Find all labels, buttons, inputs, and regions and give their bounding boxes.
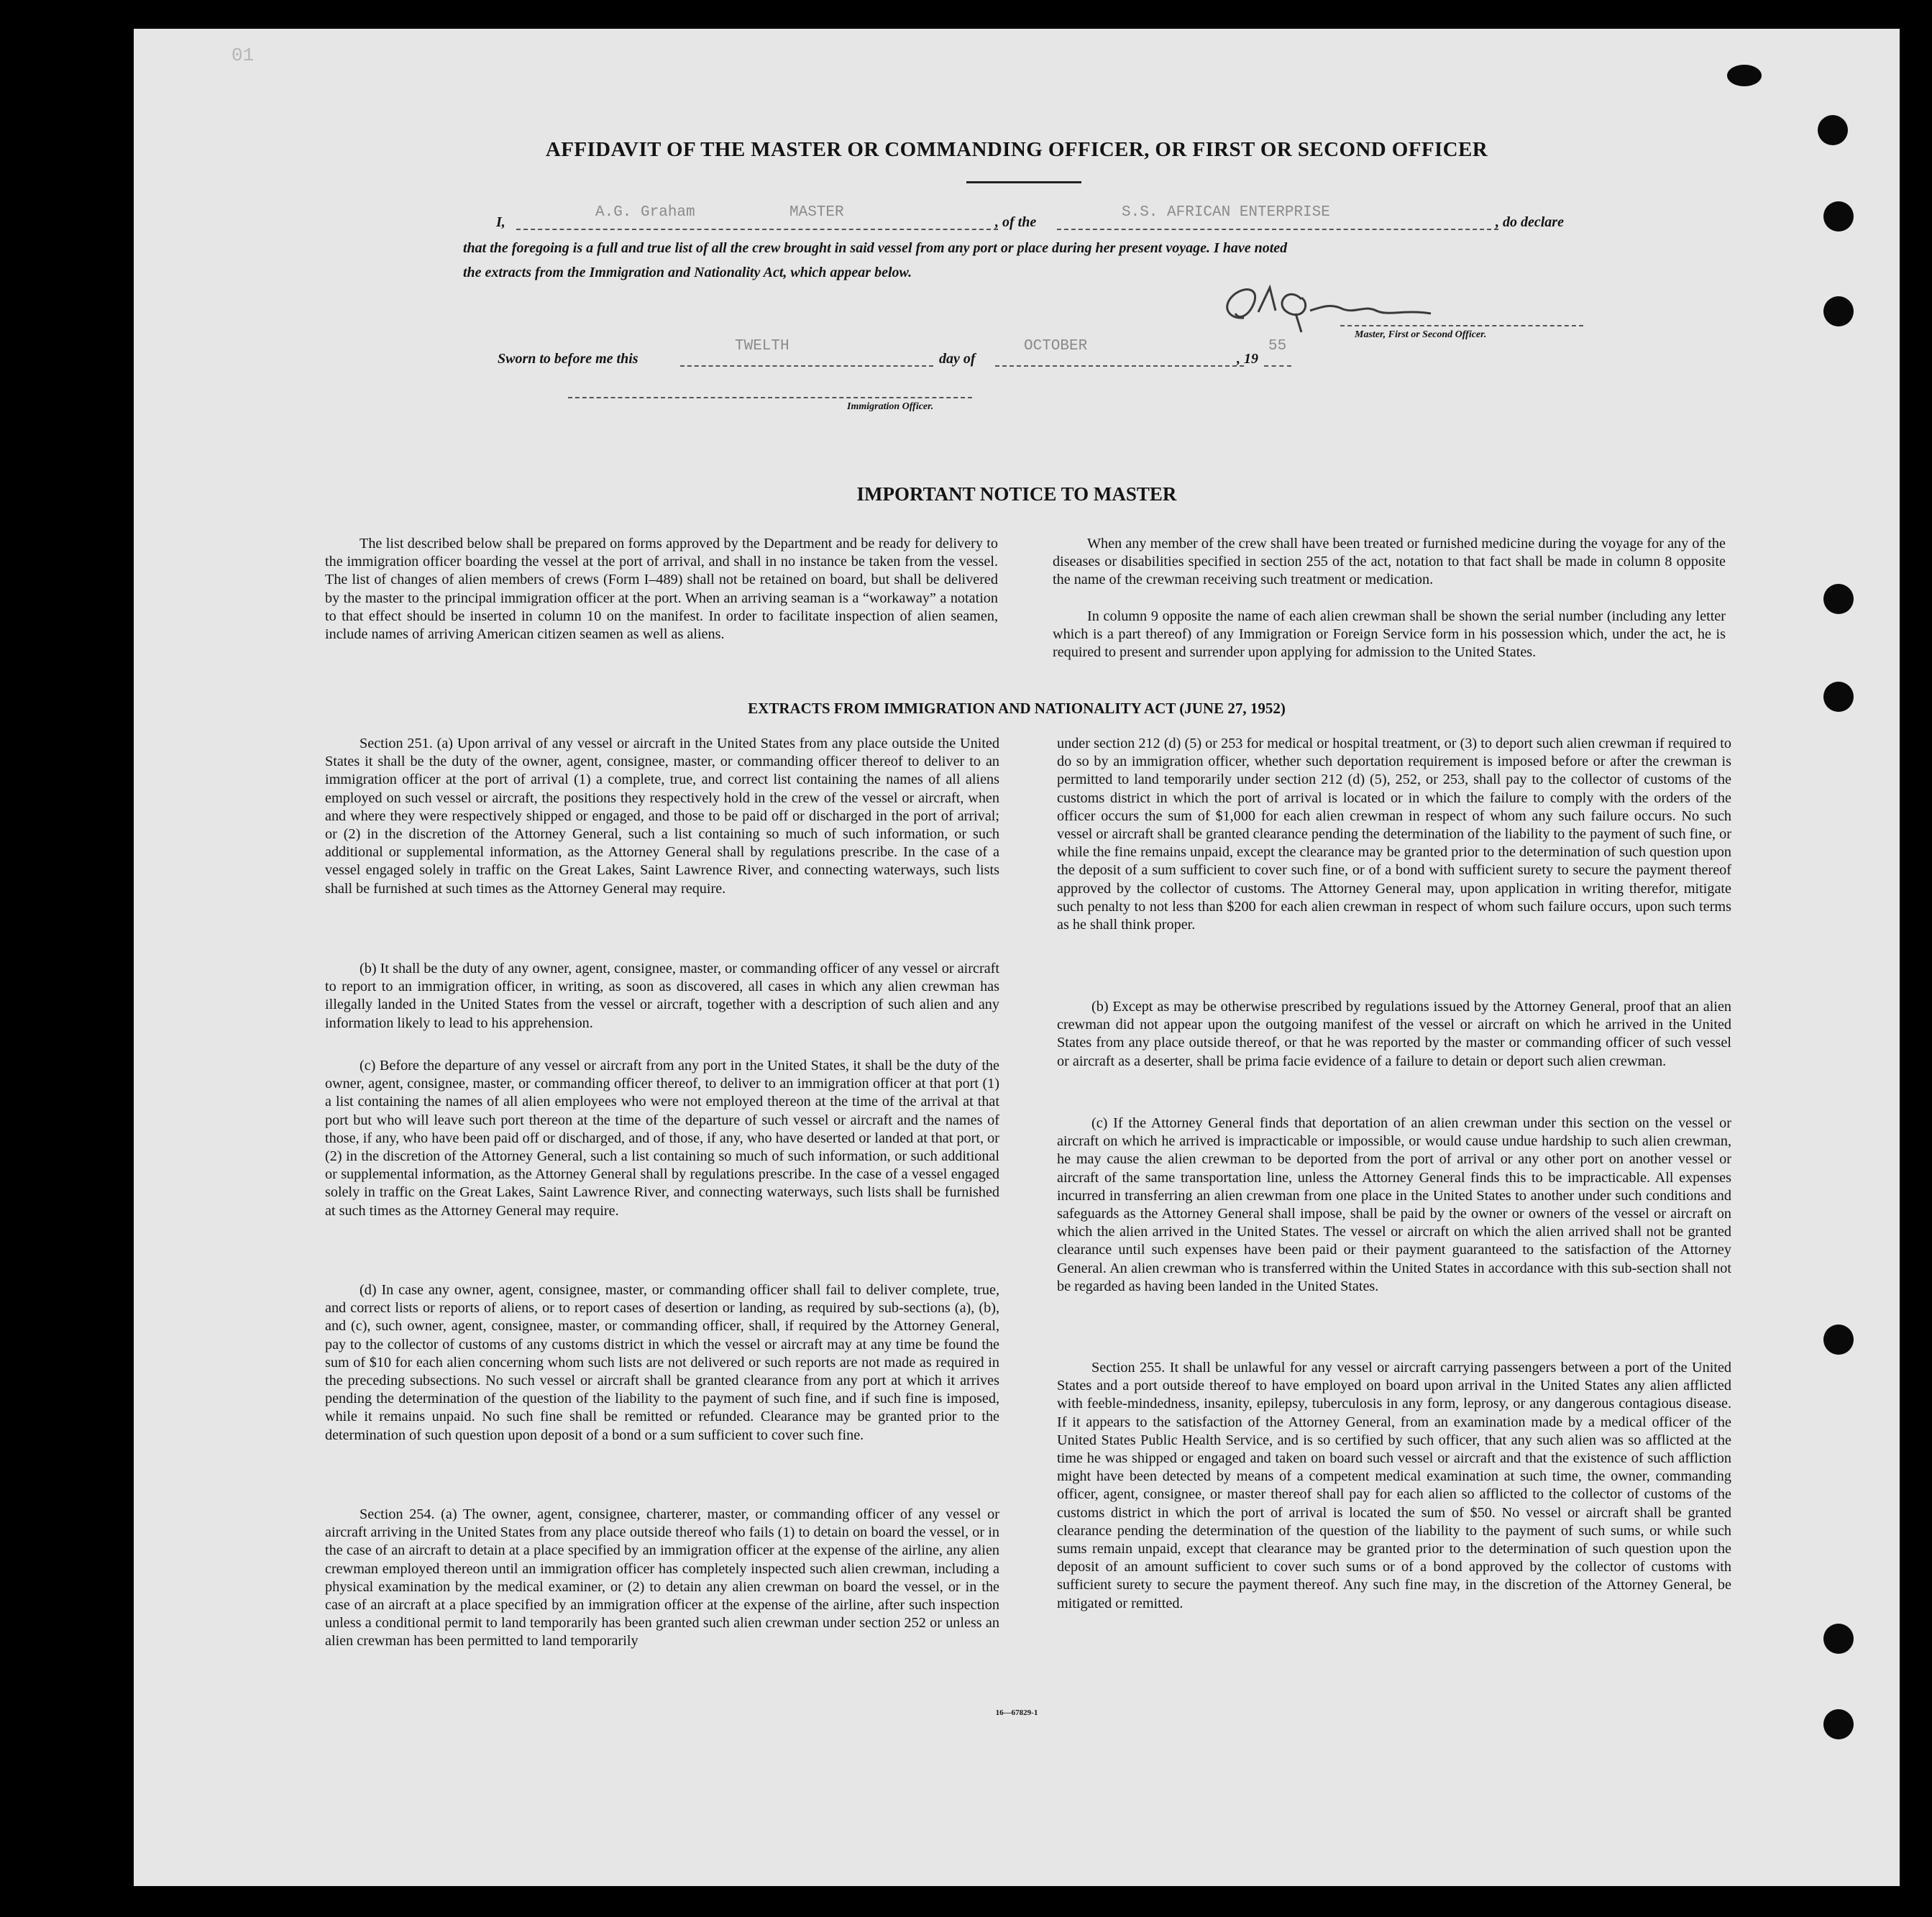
notice-left-paragraph: The list described below shall be prepared on forms approved by the Department and be ready for delivery to the immigration officer boarding the vessel at the port of arrival, and shall in no instance be taken from the vessel. The list of changes of alien members of crews (Form I–489) shall not be retained on board, but shall be delivered by the master to the principal immigration officer at the port. When an arriving seaman is a “workaway” a notation to that effect should be inserted in column 10 on the manifest. In order to facilitate inspection of alien seamen, include names of arriving American citizen seamen as well as aliens. bbox=[325, 536, 998, 643]
do-declare-label: , do declare bbox=[1496, 214, 1564, 230]
extracts-title: EXTRACTS FROM IMMIGRATION AND NATIONALITY ACT (JUNE 27, 1952) bbox=[748, 700, 1286, 717]
title-rule bbox=[966, 181, 1081, 183]
section-251-c: (c) Before the departure of any vessel or aircraft from any port in the United States, it shall be the duty of the owner, agent, consignee, master, or commanding officer thereof, to deliver to an immigration officer at that port (1) a list containing the names of all alien employees who were not employed thereon at the time of the arrival at that port but who will leave such port thereon at the time of the departure of such vessel or aircraft and the names of those, if any, who have been paid off or discharged, and of those, if any, who have deserted or landed at that port, or (2) in the discretion of the Attorney General, such a list containing so much of such information, or such additional or supplemental information, as the Attorney General shall by regulations prescribe. In the case of a vessel engaged solely in traffic on the Great Lakes, Saint Lawrence River, and connecting waterways, such lists shall be furnished at such times as the Attorney General may require. bbox=[325, 1058, 999, 1219]
section-251-d: (d) In case any owner, agent, consignee, master, or commanding officer shall fail to deliver complete, true, and correct lists or reports of aliens, or to report cases of desertion or landing, as required by sub-sections (a), (b), and (c), such owner, agent, consignee, master, or commanding officer, shall, if required by the Attorney General, pay to the collector of customs of any customs district in which the vessel or aircraft may at any time be found the sum of $10 for each alien concerning whom such lists are not delivered or such reports are not made as required in the preceding subsections. No such vessel or aircraft shall be granted clearance from any port at which it arrives pending the determination of the question of the liability to the payment of such fine, and if such fine is imposed, while it remains unpaid. No such fine shall be remitted or refunded. Clearance may be granted prior to the determination of such question upon deposit of a bond or a sum sufficient to cover such fine. bbox=[325, 1282, 999, 1443]
vessel-name: S.S. AFRICAN ENTERPRISE bbox=[1122, 204, 1330, 221]
sworn-label: Sworn to before me this bbox=[498, 351, 638, 367]
section-251-b: (b) It shall be the duty of any owner, agent, consignee, master, or commanding officer of any vessel or aircraft to report to an immigration officer, in writing, as soon as discovered, all cases in which any alien crewman has illegally landed in the United States from the vessel or aircraft, together with a description of such alien and any information likely to lead to his apprehension. bbox=[325, 961, 999, 1031]
binder-hole bbox=[1823, 584, 1854, 614]
binder-hole bbox=[1823, 296, 1854, 326]
section-254-b: (b) Except as may be otherwise prescribed by regulations issued by the Attorney General, proof that an alien crewman did not appear upon the outgoing manifest of the vessel or aircraft on which he arrived in the United States from any place outside thereof, or that he was reported by the master or commanding officer of such vessel or aircraft as a deserter, shall be prima facie evidence of a failure to detain or deport such alien crewman. bbox=[1057, 999, 1731, 1069]
binder-hole bbox=[1727, 65, 1762, 86]
sworn-year: 55 bbox=[1268, 338, 1287, 354]
master-name: A.G. Graham bbox=[595, 204, 695, 221]
corner-mark: 01 bbox=[232, 45, 255, 66]
signer-caption: Master, First or Second Officer. bbox=[1355, 329, 1487, 340]
sworn-month-line bbox=[995, 365, 1244, 367]
master-rank: MASTER bbox=[789, 204, 844, 221]
notice-title: IMPORTANT NOTICE TO MASTER bbox=[856, 483, 1177, 505]
signature-line bbox=[1340, 325, 1583, 326]
sworn-day-line bbox=[680, 365, 933, 367]
form-title: AFFIDAVIT OF THE MASTER OR COMMANDING OFFICER, OR FIRST OR SECOND OFFICER bbox=[545, 138, 1488, 161]
year-line bbox=[1264, 365, 1291, 367]
of-the-label: , of the bbox=[995, 214, 1037, 230]
section-255: Section 255. It shall be unlawful for any vessel or aircraft carrying passengers between a port of the United States and a port outside thereof to have employed on board upon arrival in the United States any alien afflicted with feeble-mindedness, insanity, epilepsy, tuberculosis in any form, leprosy, or any dangerous contagious disease. If it appears to the satisfaction of the Attorney General, from an examination made by a medical officer of the United States Public Health Service, and is so certified by such officer, that any such alien was so afflicted at the time he was shipped or engaged and taken on board such vessel or aircraft and that the existence of such affliction might have been detected by means of a competent medical examination at such time, the owner, commanding officer, agent, consignee, or master thereof shall pay for each alien so afflicted to the collector of customs of the customs district in which the port of arrival is located the sum of $50. No vessel or aircraft shall be granted clearance pending the determination of the question of the liability to the payment of such sums, or while such sums remain unpaid, except that clearance may be granted prior to the determination of such question upon the deposit of an amount sufficient to cover such sums or of a bond approved by the collector of customs with sufficient surety to secure the payment thereof. Any such fine may, in the discretion of the Attorney General, be mitigated or remitted. bbox=[1057, 1360, 1731, 1611]
binder-hole bbox=[1823, 1624, 1854, 1654]
affidavit-line-2: that the foregoing is a full and true list of all the crew brought in said vessel from any port or place during her present voyage. I have noted bbox=[463, 240, 1288, 256]
immigration-officer-line bbox=[568, 397, 972, 398]
binder-hole bbox=[1823, 1324, 1854, 1355]
sworn-month: OCTOBER bbox=[1024, 338, 1088, 354]
year-prefix: , 19 bbox=[1237, 351, 1258, 367]
day-of-label: day of bbox=[939, 351, 976, 367]
section-254-a-continued: under section 212 (d) (5) or 253 for medical or hospital treatment, or (3) to deport such alien crewman if required to do so by an immigration officer, whether such deportation requirement is imposed before or after the crewman is permitted to land temporarily under section 212 (d) (5), 252, or 253, shall pay to the collector of customs of the customs district in which the port of arrival is located or in which the failure to comply with the orders of the officer occurs the sum of $1,000 for each alien crewman in respect of whom any such failure occurs. No such vessel or aircraft shall be granted clearance pending the determination of the liability to the payment of such fine, or while the fine remains unpaid, except the clearance may be granted prior to the determination of such question upon the deposit of a sum sufficient to cover such fine, or of a bond with sufficient surety to secure the payment thereof approved by the collector of customs. The Attorney General may, upon application in writing therefor, mitigate such penalty to not less than $200 for each alien crewman in respect of whom such failure occurs, upon such terms as he shall think proper. bbox=[1057, 736, 1731, 933]
notice-right-paragraph-1: When any member of the crew shall have been treated or furnished medicine during the voyage for any of the diseases or disabilities specified in section 255 of the act, notation to that fact shall be made in column 8 opposite the name of the crewman receiving such treatment or medication. bbox=[1053, 536, 1726, 588]
name-line bbox=[516, 229, 998, 230]
i-label: I, bbox=[496, 214, 505, 230]
vessel-line bbox=[1057, 229, 1498, 230]
form-number: 16—67829-1 bbox=[995, 1708, 1038, 1717]
sworn-day: TWELTH bbox=[735, 338, 789, 354]
section-254-a: Section 254. (a) The owner, agent, consignee, charterer, master, or commanding officer of any vessel or aircraft arriving in the United States from any place outside thereof who fails (1) to detain on board the vessel, or in the case of an aircraft to detain at a place specified by an immigration officer at the expense of the airline, any alien crewman employed thereon until an immigration officer has completely inspected such alien crewman, including a physical examination by the medical examiner, or (2) to detain any alien crewman on board the vessel, or in the case of an aircraft at a place specified by an immigration officer at the expense of the airline, after such inspection unless a conditional permit to land temporarily has been granted such alien crewman under section 252 or unless an alien crewman has been permitted to land temporarily bbox=[325, 1506, 999, 1650]
notice-right-paragraph-2: In column 9 opposite the name of each alien crewman shall be shown the serial number (including any letter which is a part thereof) of any Immigration or Foreign Service form in his possession which, under the act, he is required to present and surrender upon applying for admission to the United States. bbox=[1053, 608, 1726, 661]
binder-hole bbox=[1823, 201, 1854, 232]
affidavit-line-3: the extracts from the Immigration and Nationality Act, which appear below. bbox=[463, 265, 912, 280]
immigration-officer-caption: Immigration Officer. bbox=[847, 401, 934, 412]
section-251-a: Section 251. (a) Upon arrival of any vessel or aircraft in the United States from any place outside the United States it shall be the duty of the owner, agent, consignee, master, or commanding officer thereof to deliver to an immigration officer at the port of arrival (1) a complete, true, and correct list containing the names of all aliens employed on such vessel or aircraft, the positions they respectively hold in the crew of the vessel or aircraft, when and where they were respectively shipped or engaged, and those to be paid off or discharged in the port of arrival; or (2) in the discretion of the Attorney General, such a list containing so much of such information, or such additional or supplemental information, as the Attorney General shall by regulations prescribe. In the case of a vessel engaged solely in traffic on the Great Lakes, Saint Lawrence River, and connecting waterways, such lists shall be furnished at such times as the Attorney General may require. bbox=[325, 736, 999, 897]
section-254-c: (c) If the Attorney General finds that deportation of an alien crewman under this section on the vessel or aircraft on which he arrived is impracticable or impossible, or would cause undue hardship to such alien crewman, he may cause the alien crewman to be deported from the port of arrival or any other port on another vessel or aircraft of the same transportation line, unless the Attorney General finds this to be impracticable. All expenses incurred in transferring an alien crewman from one place in the United States to another under such conditions and safeguards as the Attorney General shall impose, shall be paid by the owner or owners of the vessel or aircraft on which the alien arrived in the United States. The vessel or aircraft on which the alien arrived shall not be granted clearance until such expenses have been paid or their payment guaranteed to the satisfaction of the Attorney General. An alien crewman who is transferred within the United States in accordance with this sub-section shall not be regarded as having been landed in the United States. bbox=[1057, 1115, 1731, 1294]
